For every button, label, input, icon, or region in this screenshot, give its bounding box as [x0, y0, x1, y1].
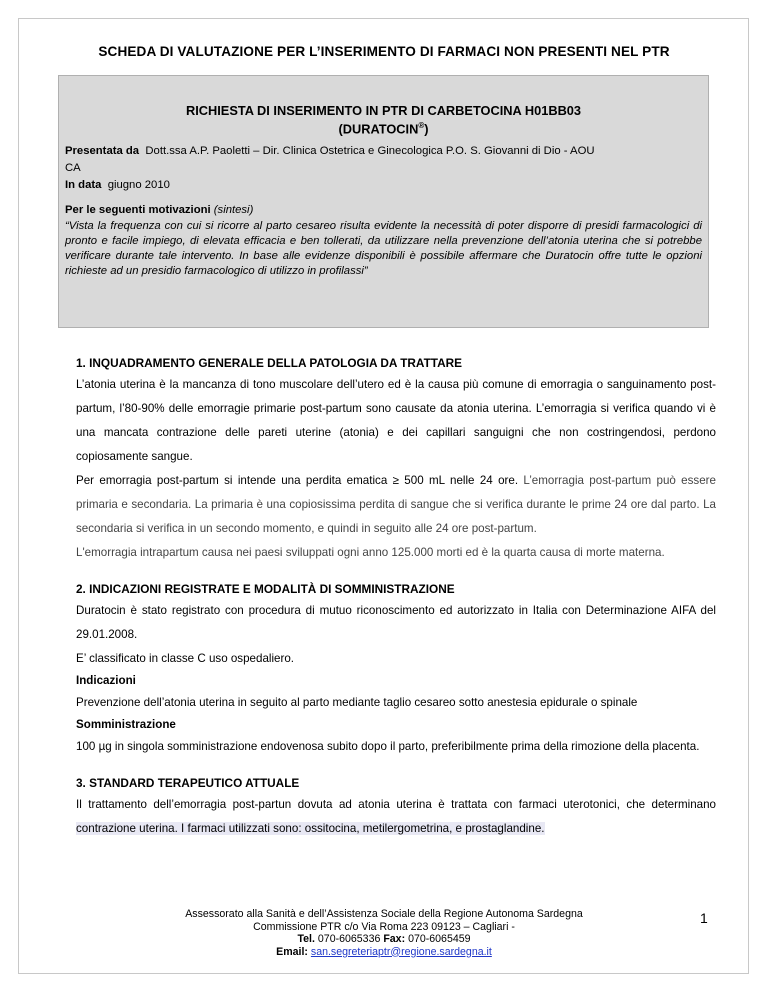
presented-label: Presentata da: [65, 145, 140, 158]
section1-p1: L’atonia uterina è la mancanza di tono muscolare dell’utero ed è la causa più comune di emorragia o sanguinamento post-partum, l’80-90% delle emorragie primarie post-partum sono causate da atonia uterina. L’emorragia si verifica quando vi è una mancata contrazione delle pareti uterine (atonia) e dei capillari sanguigni che non costringendosi, perdono copiosamente sangue.: [76, 378, 716, 463]
presented-value: Dott.ssa A.P. Paoletti – Dir. Clinica Ostetrica e Ginecologica P.O. S. Giovanni di Dio - AOU: [145, 145, 595, 158]
motivations-label: Per le seguenti motivazioni: [65, 204, 211, 217]
registered-mark: ®: [418, 121, 425, 130]
date-label: In data: [65, 179, 102, 192]
footer-line1: Assessorato alla Sanità e dell’Assistenza Sociale della Regione Autonoma Sardegna: [185, 908, 583, 920]
email-label: Email:: [276, 945, 308, 958]
section1-p2-rest: L’emorragia post-partum può essere primaria e secondaria. La primaria è una copiosissima perdita di sangue che si verifica durante le prime 24 ore dal parto. La secondaria si verifica in un secondo momento, e quindi in seguito alle 24 ore post-partum.: [76, 474, 716, 535]
section3-p1-highlight: contrazione uterina. I farmaci utilizzati sono: ossitocina, metilergometrina, e prostaglandine.: [76, 822, 545, 835]
date-value: giugno 2010: [107, 179, 170, 192]
motivations-sub: (sintesi): [213, 204, 254, 217]
tel-label: Tel.: [297, 933, 315, 945]
motivations-heading: [65, 202, 702, 219]
section1-p2: [76, 469, 716, 541]
email-link[interactable]: san.segreteriaptr@regione.sardegna.it: [310, 945, 492, 958]
section3-heading: 3. STANDARD TERAPEUTICO ATTUALE: [76, 776, 300, 790]
request-title-line2: [65, 118, 702, 136]
tel-value: 070-6065336: [317, 933, 381, 945]
request-title: [65, 103, 702, 136]
request-title-line1: RICHIESTA DI INSERIMENTO IN PTR DI CARBETOCINA H01BB03: [185, 103, 582, 118]
fax-value: 070-6065459: [408, 933, 471, 945]
footer-email: [0, 946, 768, 959]
administration-label: Somministrazione: [76, 718, 176, 731]
drug-name: (DURATOCIN: [338, 121, 419, 137]
section3-p1-start: Il trattamento dell’emorragia post-partun dovuta ad atonia uterina è trattata con farmaci uterotonici, che determinano: [76, 798, 716, 811]
page-number: 1: [700, 910, 708, 926]
section1-p2-definition: Per emorragia post-partum si intende una perdita ematica ≥ 500 mL nelle 24 ore.: [76, 474, 519, 487]
footer-line2: Commissione PTR c/o Via Roma 223 09123 – Cagliari -: [253, 920, 515, 933]
fax-label: Fax:: [383, 933, 406, 945]
indications-label: Indicazioni: [76, 674, 136, 687]
section1-p3: L'emorragia intrapartum causa nei paesi sviluppati ogni anno 125.000 morti ed è la quarta causa di morte materna.: [76, 546, 665, 559]
section2-p2: E’ classificato in classe C uso ospedaliero.: [76, 652, 295, 665]
section2-p1: Duratocin è stato registrato con procedura di mutuo riconoscimento ed autorizzato in Italia con Determinazione AIFA del 29.01.2008.: [76, 604, 716, 641]
document-body: [76, 353, 716, 841]
section1-heading: 1. INQUADRAMENTO GENERALE DELLA PATOLOGIA DA TRATTARE: [76, 356, 463, 370]
request-date: [65, 177, 702, 194]
document-footer: [0, 908, 768, 958]
document-header: SCHEDA DI VALUTAZIONE PER L’INSERIMENTO DI FARMACI NON PRESENTI NEL PTR: [98, 44, 670, 59]
indications-text: Prevenzione dell’atonia uterina in seguito al parto mediante taglio cesareo sotto anestesia epidurale o spinale: [76, 696, 638, 709]
motivations-text: “Vista la frequenza con cui si ricorre al parto cesareo risulta evidente la necessità di poter disporre di presidi farmacologici di pronto e facile impiego, di elevata efficacia e ben tollerati, da utilizzare nella prevenzione dell’atonia uterina che si potrebbe verificare durante tale intervento. In base alle evidenze disponibili è possibile affermare che Duratocin offre tutte le opzioni richieste ad un presidio farmacologico di utilizzo in profilassi”: [65, 220, 702, 278]
request-box: [58, 75, 709, 328]
drug-name-close: ): [424, 121, 429, 137]
administration-text: 100 µg in singola somministrazione endovenosa subito dopo il parto, preferibilmente prima della rimozione della placenta.: [76, 740, 700, 753]
footer-contacts: [0, 933, 768, 946]
presented-cont: CA: [65, 162, 81, 175]
section3-p1: [76, 793, 716, 841]
section2-heading: 2. INDICAZIONI REGISTRATE E MODALITÀ DI SOMMINISTRAZIONE: [76, 582, 455, 596]
presented-by: [65, 143, 702, 160]
